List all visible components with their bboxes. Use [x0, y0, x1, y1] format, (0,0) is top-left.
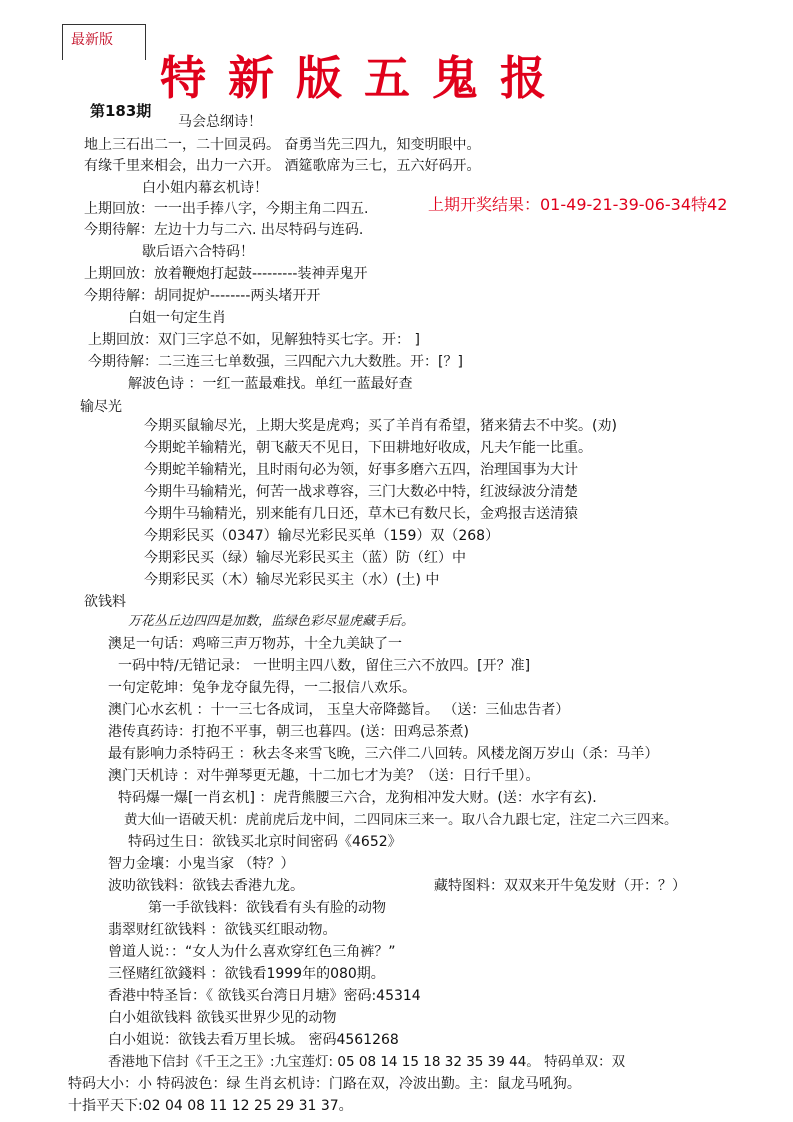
text-line: 今期彩民买（木）输尽光彩民买主（水）(土) 中: [144, 572, 440, 588]
text-line: 今期牛马输精光，何苦一战求尊容，三门大数必中特，红波绿波分清楚: [144, 484, 578, 500]
text-line: 万花丛丘边四四是加数，监绿色彩尽显虎藏手后。: [128, 614, 415, 629]
text-line: 澳门心水玄机 ：十一三七各成词， 玉皇大帝降懿旨。 （送：三仙忠告者）: [108, 702, 570, 718]
text-line: 今期买鼠输尽光，上期大奖是虎鸡；买了羊肖有希望，猪来猜去不中奖。(劝): [144, 418, 617, 434]
text-line: 上期回放：双门三字总不如，见解独特买七字。开： ]: [88, 332, 420, 348]
text-line: 特码爆一爆[一肖玄机] ：虎背熊腰三六合，龙狗相冲发大财。(送：水字有玄).: [118, 790, 597, 806]
section-heading: 输尽光: [80, 399, 122, 415]
text-line: 今期待解：胡同捉炉--------两头堵开开: [84, 288, 321, 304]
text-line: 白姐一句定生肖: [128, 310, 226, 326]
text-line: 三怪赌红欲錢料 ：欲钱看1999年的080期。: [108, 966, 385, 982]
text-line: 一码中特/无错记录： 一世明主四八数，留住三六不放四。[开？准]: [118, 658, 531, 674]
text-line: 澳门天机诗 ：对牛弹琴更无趣，十二加七才为美？（送：日行千里）。: [108, 768, 540, 784]
text-line: 曾道人说：：“女人为什么喜欢穿红色三角裤？”: [108, 944, 396, 960]
text-line: 歇后语六合特码！: [142, 244, 254, 260]
text-line: 澳足一句话：鸡啼三声万物苏，十全九美缺了一: [108, 636, 402, 652]
text-line: 第一手欲钱料：欲钱看有头有脸的动物: [148, 900, 386, 916]
text-line: 特码过生日：欲钱买北京时间密码《4652》: [128, 834, 402, 850]
last-draw-result: 上期开奖结果：01-49-21-39-06-34特42: [428, 195, 728, 214]
text-line: 白小姐内幕玄机诗！: [142, 180, 268, 196]
text-line: 特码大小：小 特码波色：绿 生肖玄机诗：门路在双，冷波出勤。主：鼠龙马吼狗。: [68, 1076, 581, 1092]
text-line: 波叻欲钱料：欲钱去香港九龙。: [108, 878, 304, 894]
text-line: 上期回放：放着鞭炮打起鼓---------装神弄鬼开: [84, 266, 368, 282]
text-line: 今期牛马输精光，别来能有几日还，草木已有数尺长，金鸡报吉送清猿: [144, 506, 578, 522]
text-line: 今期待解：左边十力与二六. 出尽特码与连码.: [84, 222, 364, 238]
text-line: 藏特图料：双双来开牛兔发财（开：？）: [434, 878, 686, 894]
text-line: 智力金壤：小鬼当家 （特？）: [108, 856, 295, 872]
page-title: 特新版五鬼报: [160, 51, 568, 105]
text-line: 黄大仙一语破天机：虎前虎后龙中间，二四同床三来一。取八合九跟七定，注定二六三四来。: [124, 812, 678, 828]
text-line: 上期回放：一一出手捧八字，今期主角二四五.: [84, 201, 369, 217]
text-line: 香港地下信封《千王之王》:九宝莲灯: 05 08 14 15 18 32 35 39 44。 特码单双：双: [108, 1054, 626, 1070]
issue-number: 第183期: [90, 102, 152, 120]
text-line: 翡翠财红欲钱料 ：欲钱买红眼动物。: [108, 922, 337, 938]
edition-badge-label: 最新版: [71, 32, 113, 48]
section-heading: 欲钱料: [84, 594, 126, 610]
text-line: 今期蛇羊输精光，朝飞蔽天不见日，下田耕地好收成，凡夫乍能一比重。: [144, 440, 592, 456]
text-line: 白小姐说：欲钱去看万里长城。 密码4561268: [108, 1032, 399, 1048]
text-line: 今期蛇羊输精光，且时雨句必为领，好事多磨六五四，治理国事为大计: [144, 462, 578, 478]
text-line: 今期彩民买（0347）输尽光彩民买单（159）双（268）: [144, 528, 500, 544]
text-line: 今期待解：二三连三七单数强，三四配六九大数胜。开：[？]: [88, 354, 463, 370]
text-line: 地上三石出二一，二十回灵码。 奋勇当先三四九，知变明眼中。: [84, 137, 481, 153]
text-line: 十指平天下:02 04 08 11 12 25 29 31 37。: [68, 1098, 353, 1114]
text-line: 有缘千里来相会，出力一六开。 酒筵歌席为三七，五六好码开。: [84, 158, 481, 174]
text-line: 港传真药诗：打抱不平事，朝三也暮四。(送：田鸡忌茶煮): [108, 724, 469, 740]
text-line: 香港中特圣旨：《 欲钱买台湾日月塘》密码:45314: [108, 988, 421, 1004]
text-line: 一句定乾坤：兔争龙夺鼠先得，一二报信八欢乐。: [108, 680, 416, 696]
text-line: 解波色诗 ：一红一蓝最难找。单红一蓝最好查: [128, 376, 413, 392]
text-line: 马会总纲诗！: [178, 114, 262, 130]
edition-badge: [62, 24, 146, 60]
text-line: 白小姐欲钱料 欲钱买世界少见的动物: [108, 1010, 337, 1026]
text-line: 最有影响力杀特码王 ：秋去冬来雪飞晚，三六伴二八回转。风楼龙阁万岁山（杀：马羊）: [108, 746, 659, 762]
text-line: 今期彩民买（绿）输尽光彩民买主（蓝）防（红）中: [144, 550, 466, 566]
